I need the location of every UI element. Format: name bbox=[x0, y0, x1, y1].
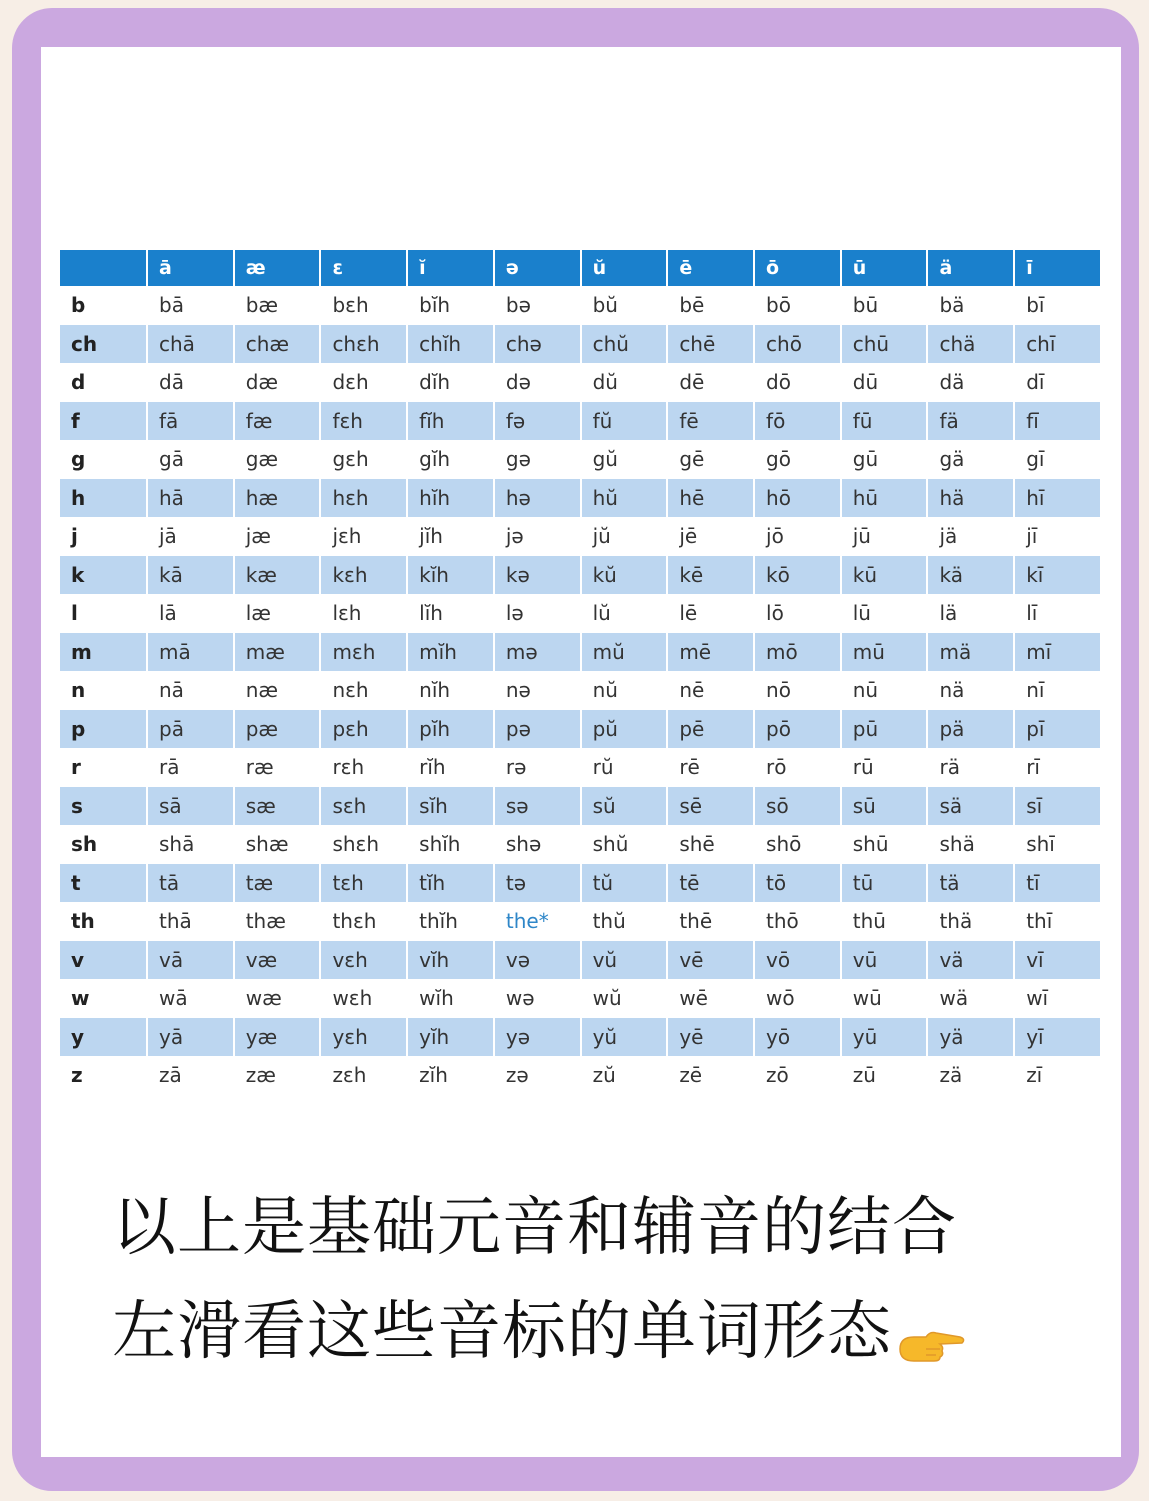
consonant-cell: m bbox=[60, 633, 146, 672]
syllable-cell: tī bbox=[1013, 864, 1100, 903]
syllable-cell: dī bbox=[1013, 363, 1100, 402]
syllable-cell: yī bbox=[1013, 1018, 1100, 1057]
syllable-cell: pē bbox=[666, 710, 753, 749]
syllable-cell: chē bbox=[666, 325, 753, 364]
syllable-cell: fū bbox=[840, 402, 927, 441]
syllable-cell: wä bbox=[926, 979, 1013, 1018]
caption-line-1-text: 以上是基础元音和辅音的结合 bbox=[112, 1191, 957, 1265]
syllable-cell: bä bbox=[926, 286, 1013, 325]
consonant-cell: g bbox=[71, 447, 86, 472]
syllable-cell: pā bbox=[146, 710, 233, 749]
syllable-cell: zɛh bbox=[319, 1056, 406, 1095]
syllable-cell: yē bbox=[666, 1018, 753, 1057]
syllable-cell: jɛh bbox=[319, 517, 406, 556]
syllable-cell: wŭ bbox=[580, 979, 667, 1018]
syllable-cell: shē bbox=[666, 825, 753, 864]
header-cell: ō bbox=[753, 250, 840, 286]
consonant-cell: n bbox=[71, 678, 86, 703]
syllable-cell: væ bbox=[233, 941, 320, 980]
syllable-cell: shɛh bbox=[319, 825, 406, 864]
syllable-cell: wĭh bbox=[406, 979, 493, 1018]
syllable-cell: də bbox=[493, 363, 580, 402]
table-row bbox=[60, 363, 1100, 402]
syllable-cell: wō bbox=[753, 979, 840, 1018]
table-row bbox=[60, 864, 1100, 903]
syllable-cell: zō bbox=[753, 1056, 840, 1095]
table-row bbox=[60, 633, 1100, 672]
syllable-cell: bə bbox=[493, 286, 580, 325]
table-row bbox=[60, 325, 1100, 364]
syllable-cell: sū bbox=[840, 787, 927, 826]
phonics-table bbox=[60, 250, 1100, 1095]
syllable-cell: fɛh bbox=[319, 402, 406, 441]
syllable-cell: kī bbox=[1013, 556, 1100, 595]
syllable-cell: rī bbox=[1013, 748, 1100, 787]
syllable-cell: yæ bbox=[233, 1018, 320, 1057]
syllable-cell: thū bbox=[840, 902, 927, 941]
syllable-cell: yū bbox=[840, 1018, 927, 1057]
syllable-cell: ræ bbox=[233, 748, 320, 787]
syllable-cell: zē bbox=[666, 1056, 753, 1095]
syllable-cell: hæ bbox=[233, 479, 320, 518]
table-row bbox=[60, 440, 1100, 479]
syllable-cell: fē bbox=[666, 402, 753, 441]
syllable-cell: rŭ bbox=[580, 748, 667, 787]
syllable-cell: sī bbox=[1013, 787, 1100, 826]
syllable-cell: yɛh bbox=[319, 1018, 406, 1057]
syllable-cell: rē bbox=[666, 748, 753, 787]
syllable-cell: tŭ bbox=[580, 864, 667, 903]
consonant-cell: s bbox=[60, 787, 146, 826]
syllable-cell: lä bbox=[926, 594, 1013, 633]
table-row bbox=[60, 710, 1100, 749]
syllable-cell: shŭ bbox=[580, 825, 667, 864]
syllable-cell: tō bbox=[753, 864, 840, 903]
syllable-cell: pɛh bbox=[319, 710, 406, 749]
syllable-cell: mä bbox=[926, 633, 1013, 672]
syllable-cell: və bbox=[493, 941, 580, 980]
syllable-cell: hɛh bbox=[319, 479, 406, 518]
table-row bbox=[60, 902, 1100, 941]
syllable-cell: dā bbox=[146, 363, 233, 402]
syllable-cell: rä bbox=[926, 748, 1013, 787]
syllable-cell: kō bbox=[753, 556, 840, 595]
syllable-cell: thä bbox=[926, 902, 1013, 941]
syllable-cell: fĭh bbox=[406, 402, 493, 441]
syllable-cell: zæ bbox=[233, 1056, 320, 1095]
syllable-cell: pō bbox=[753, 710, 840, 749]
syllable-cell: sō bbox=[753, 787, 840, 826]
syllable-cell: gɛh bbox=[319, 440, 406, 479]
syllable-cell: fə bbox=[493, 402, 580, 441]
consonant-cell: k bbox=[60, 556, 146, 595]
syllable-cell: sä bbox=[926, 787, 1013, 826]
syllable-cell: mī bbox=[1013, 633, 1100, 672]
table-row bbox=[60, 556, 1100, 595]
syllable-cell: sā bbox=[146, 787, 233, 826]
syllable-cell: hē bbox=[666, 479, 753, 518]
syllable-cell: lĭh bbox=[406, 594, 493, 633]
header-cell: ä bbox=[926, 250, 1013, 286]
syllable-cell: nĭh bbox=[406, 671, 493, 710]
syllable-cell: kā bbox=[146, 556, 233, 595]
syllable-cell: jō bbox=[753, 517, 840, 556]
syllable-cell: pĭh bbox=[406, 710, 493, 749]
table-row bbox=[60, 594, 1100, 633]
syllable-cell: hā bbox=[146, 479, 233, 518]
syllable-cell: gŭ bbox=[580, 440, 667, 479]
syllable-cell: thō bbox=[753, 902, 840, 941]
syllable-cell: tĭh bbox=[406, 864, 493, 903]
consonant-cell: f bbox=[60, 402, 146, 441]
header-cell: ɛ bbox=[319, 250, 406, 286]
syllable-cell: lē bbox=[666, 594, 753, 633]
syllable-cell: thī bbox=[1013, 902, 1100, 941]
syllable-cell: jä bbox=[926, 517, 1013, 556]
header-cell: ŭ bbox=[580, 250, 667, 286]
syllable-cell: vä bbox=[926, 941, 1013, 980]
syllable-cell: tɛh bbox=[319, 864, 406, 903]
syllable-cell: lū bbox=[840, 594, 927, 633]
syllable-cell: shō bbox=[753, 825, 840, 864]
syllable-cell: thĭh bbox=[406, 902, 493, 941]
syllable-cell: lŭ bbox=[580, 594, 667, 633]
syllable-cell: bɛh bbox=[319, 286, 406, 325]
table-row bbox=[60, 402, 1100, 441]
syllable-cell: zū bbox=[840, 1056, 927, 1095]
syllable-cell: mū bbox=[840, 633, 927, 672]
syllable-cell: bī bbox=[1013, 286, 1100, 325]
syllable-cell: thē bbox=[666, 902, 753, 941]
syllable-cell: chā bbox=[146, 325, 233, 364]
syllable-cell: sə bbox=[493, 787, 580, 826]
table-row bbox=[60, 1056, 1100, 1095]
syllable-cell: tə bbox=[493, 864, 580, 903]
consonant-cell: b bbox=[71, 293, 86, 318]
table-row bbox=[60, 479, 1100, 518]
syllable-cell: hə bbox=[493, 479, 580, 518]
syllable-cell: bē bbox=[666, 286, 753, 325]
pointing-right-hand-icon bbox=[896, 1312, 966, 1350]
syllable-cell: fō bbox=[753, 402, 840, 441]
syllable-cell: bŭ bbox=[580, 286, 667, 325]
syllable-cell: gə bbox=[493, 440, 580, 479]
syllable-cell: nɛh bbox=[319, 671, 406, 710]
syllable-cell: lə bbox=[493, 594, 580, 633]
syllable-cell: shā bbox=[146, 825, 233, 864]
table-row bbox=[60, 979, 1100, 1018]
syllable-cell: dō bbox=[753, 363, 840, 402]
syllable-cell: hī bbox=[1013, 479, 1100, 518]
syllable-cell: vū bbox=[840, 941, 927, 980]
syllable-cell: yō bbox=[753, 1018, 840, 1057]
consonant-cell: z bbox=[71, 1063, 83, 1088]
syllable-cell: dŭ bbox=[580, 363, 667, 402]
syllable-cell: mō bbox=[753, 633, 840, 672]
syllable-cell: yĭh bbox=[406, 1018, 493, 1057]
syllable-cell: mē bbox=[666, 633, 753, 672]
syllable-cell: kŭ bbox=[580, 556, 667, 595]
syllable-cell: dä bbox=[926, 363, 1013, 402]
syllable-cell: chæ bbox=[233, 325, 320, 364]
table-row bbox=[60, 825, 1100, 864]
syllable-cell: vĭh bbox=[406, 941, 493, 980]
syllable-cell: zī bbox=[1013, 1056, 1100, 1095]
syllable-cell: gæ bbox=[233, 440, 320, 479]
syllable-cell: tē bbox=[666, 864, 753, 903]
syllable-cell: pū bbox=[840, 710, 927, 749]
syllable-cell: dē bbox=[666, 363, 753, 402]
syllable-cell: mæ bbox=[233, 633, 320, 672]
syllable-cell: hä bbox=[926, 479, 1013, 518]
syllable-cell: sŭ bbox=[580, 787, 667, 826]
consonant-cell: ch bbox=[60, 325, 146, 364]
consonant-cell: j bbox=[71, 524, 78, 549]
syllable-cell: rū bbox=[840, 748, 927, 787]
syllable-cell: jē bbox=[666, 517, 753, 556]
syllable-cell: fā bbox=[146, 402, 233, 441]
syllable-cell: jū bbox=[840, 517, 927, 556]
syllable-cell: chū bbox=[840, 325, 927, 364]
consonant-cell: p bbox=[60, 710, 146, 749]
syllable-cell: mə bbox=[493, 633, 580, 672]
syllable-cell: kä bbox=[926, 556, 1013, 595]
syllable-cell: pä bbox=[926, 710, 1013, 749]
syllable-cell: thɛh bbox=[319, 902, 406, 941]
syllable-cell: chɛh bbox=[319, 325, 406, 364]
header-cell: ə bbox=[493, 250, 580, 286]
syllable-cell: yä bbox=[926, 1018, 1013, 1057]
syllable-cell: yā bbox=[146, 1018, 233, 1057]
header-cell: æ bbox=[233, 250, 320, 286]
syllable-cell: sæ bbox=[233, 787, 320, 826]
syllable-cell: thā bbox=[146, 902, 233, 941]
header-cell: ē bbox=[666, 250, 753, 286]
syllable-cell: fæ bbox=[233, 402, 320, 441]
consonant-cell: sh bbox=[71, 832, 98, 857]
syllable-cell: yə bbox=[493, 1018, 580, 1057]
table-row bbox=[60, 286, 1100, 325]
syllable-cell: hŭ bbox=[580, 479, 667, 518]
consonant-cell: t bbox=[60, 864, 146, 903]
syllable-cell: wē bbox=[666, 979, 753, 1018]
syllable-cell: mĭh bbox=[406, 633, 493, 672]
caption-line-1 bbox=[112, 1191, 1072, 1265]
syllable-cell: dū bbox=[840, 363, 927, 402]
header-cell: ī bbox=[1013, 250, 1100, 286]
syllable-cell: rā bbox=[146, 748, 233, 787]
syllable-cell: vē bbox=[666, 941, 753, 980]
syllable-cell: tā bbox=[146, 864, 233, 903]
syllable-cell: jə bbox=[493, 517, 580, 556]
syllable-cell: rɛh bbox=[319, 748, 406, 787]
syllable-cell: zä bbox=[926, 1056, 1013, 1095]
caption-line-2-text: 左滑看这些音标的单词形态 bbox=[112, 1295, 892, 1369]
syllable-cell: shæ bbox=[233, 825, 320, 864]
syllable-cell: fŭ bbox=[580, 402, 667, 441]
consonant-cell: l bbox=[71, 601, 78, 626]
syllable-cell: zĭh bbox=[406, 1056, 493, 1095]
syllable-cell: gū bbox=[840, 440, 927, 479]
syllable-cell: pŭ bbox=[580, 710, 667, 749]
syllable-cell: gā bbox=[146, 440, 233, 479]
header-cell: ĭ bbox=[406, 250, 493, 286]
consonant-cell: d bbox=[71, 370, 86, 395]
syllable-cell: jŭ bbox=[580, 517, 667, 556]
syllable-cell: bō bbox=[753, 286, 840, 325]
syllable-cell: sē bbox=[666, 787, 753, 826]
syllable-cell: wī bbox=[1013, 979, 1100, 1018]
syllable-cell: rə bbox=[493, 748, 580, 787]
table-row bbox=[60, 941, 1100, 980]
syllable-cell: lɛh bbox=[319, 594, 406, 633]
syllable-cell: shä bbox=[926, 825, 1013, 864]
syllable-cell: mā bbox=[146, 633, 233, 672]
syllable-cell: jī bbox=[1013, 517, 1100, 556]
syllable-cell: læ bbox=[233, 594, 320, 633]
syllable-cell: hĭh bbox=[406, 479, 493, 518]
syllable-cell: nä bbox=[926, 671, 1013, 710]
syllable-cell: nā bbox=[146, 671, 233, 710]
syllable-cell: sɛh bbox=[319, 787, 406, 826]
syllable-cell: nē bbox=[666, 671, 753, 710]
syllable-cell: chə bbox=[493, 325, 580, 364]
syllable-cell: mŭ bbox=[580, 633, 667, 672]
syllable-cell: hū bbox=[840, 479, 927, 518]
syllable-cell: pæ bbox=[233, 710, 320, 749]
syllable-cell: zŭ bbox=[580, 1056, 667, 1095]
syllable-cell: mɛh bbox=[319, 633, 406, 672]
syllable-cell: chō bbox=[753, 325, 840, 364]
syllable-cell: lō bbox=[753, 594, 840, 633]
syllable-cell: jĭh bbox=[406, 517, 493, 556]
syllable-cell: fī bbox=[1013, 402, 1100, 441]
syllable-cell: nŭ bbox=[580, 671, 667, 710]
syllable-cell: lī bbox=[1013, 594, 1100, 633]
syllable-cell: chŭ bbox=[580, 325, 667, 364]
syllable-cell: bā bbox=[146, 286, 233, 325]
syllable-cell: yŭ bbox=[580, 1018, 667, 1057]
syllable-cell: rĭh bbox=[406, 748, 493, 787]
syllable-cell: nə bbox=[493, 671, 580, 710]
syllable-cell: jæ bbox=[233, 517, 320, 556]
syllable-cell: pī bbox=[1013, 710, 1100, 749]
syllable-cell: nī bbox=[1013, 671, 1100, 710]
table-row bbox=[60, 671, 1100, 710]
syllable-cell: nū bbox=[840, 671, 927, 710]
syllable-cell: tū bbox=[840, 864, 927, 903]
syllable-cell: vī bbox=[1013, 941, 1100, 980]
syllable-cell: kɛh bbox=[319, 556, 406, 595]
syllable-cell: wə bbox=[493, 979, 580, 1018]
syllable-cell: chä bbox=[926, 325, 1013, 364]
syllable-cell: bū bbox=[840, 286, 927, 325]
syllable-cell: gē bbox=[666, 440, 753, 479]
syllable-cell: thæ bbox=[233, 902, 320, 941]
syllable-cell: pə bbox=[493, 710, 580, 749]
syllable-cell: chĭh bbox=[406, 325, 493, 364]
syllable-cell: vɛh bbox=[319, 941, 406, 980]
syllable-cell: wā bbox=[146, 979, 233, 1018]
syllable-cell: dĭh bbox=[406, 363, 493, 402]
syllable-cell: dɛh bbox=[319, 363, 406, 402]
syllable-cell: kæ bbox=[233, 556, 320, 595]
consonant-cell: r bbox=[71, 755, 81, 780]
syllable-cell: vŭ bbox=[580, 941, 667, 980]
consonant-cell: v bbox=[60, 941, 146, 980]
consonant-cell: y bbox=[60, 1018, 146, 1057]
syllable-cell: the* bbox=[493, 902, 580, 941]
consonant-cell: w bbox=[71, 986, 90, 1011]
header-cell bbox=[60, 250, 146, 286]
syllable-cell: rō bbox=[753, 748, 840, 787]
table-row bbox=[60, 787, 1100, 826]
syllable-cell: bĭh bbox=[406, 286, 493, 325]
header-cell: ū bbox=[840, 250, 927, 286]
syllable-cell: wɛh bbox=[319, 979, 406, 1018]
table-row bbox=[60, 517, 1100, 556]
syllable-cell: tä bbox=[926, 864, 1013, 903]
syllable-cell: shū bbox=[840, 825, 927, 864]
syllable-cell: gī bbox=[1013, 440, 1100, 479]
syllable-cell: bæ bbox=[233, 286, 320, 325]
syllable-cell: sĭh bbox=[406, 787, 493, 826]
syllable-cell: shə bbox=[493, 825, 580, 864]
syllable-cell: wū bbox=[840, 979, 927, 1018]
syllable-cell: vā bbox=[146, 941, 233, 980]
syllable-cell: wæ bbox=[233, 979, 320, 1018]
header-cell: ā bbox=[146, 250, 233, 286]
table-row bbox=[60, 1018, 1100, 1057]
syllable-cell: fä bbox=[926, 402, 1013, 441]
syllable-cell: næ bbox=[233, 671, 320, 710]
syllable-cell: vō bbox=[753, 941, 840, 980]
consonant-cell: h bbox=[60, 479, 146, 518]
syllable-cell: tæ bbox=[233, 864, 320, 903]
table-row bbox=[60, 748, 1100, 787]
syllable-cell: zə bbox=[493, 1056, 580, 1095]
syllable-cell: thŭ bbox=[580, 902, 667, 941]
syllable-cell: kū bbox=[840, 556, 927, 595]
syllable-cell: hō bbox=[753, 479, 840, 518]
syllable-cell: lā bbox=[146, 594, 233, 633]
syllable-cell: kə bbox=[493, 556, 580, 595]
syllable-cell: gō bbox=[753, 440, 840, 479]
caption-line-2 bbox=[112, 1295, 1072, 1369]
syllable-cell: nō bbox=[753, 671, 840, 710]
syllable-cell: kē bbox=[666, 556, 753, 595]
syllable-cell: gä bbox=[926, 440, 1013, 479]
syllable-cell: kĭh bbox=[406, 556, 493, 595]
syllable-cell: shĭh bbox=[406, 825, 493, 864]
syllable-cell: zā bbox=[146, 1056, 233, 1095]
consonant-cell: th bbox=[71, 909, 95, 934]
syllable-cell: shī bbox=[1013, 825, 1100, 864]
syllable-cell: chī bbox=[1013, 325, 1100, 364]
syllable-cell: dæ bbox=[233, 363, 320, 402]
table-header-row bbox=[60, 250, 1100, 286]
syllable-cell: gĭh bbox=[406, 440, 493, 479]
syllable-cell: jā bbox=[146, 517, 233, 556]
